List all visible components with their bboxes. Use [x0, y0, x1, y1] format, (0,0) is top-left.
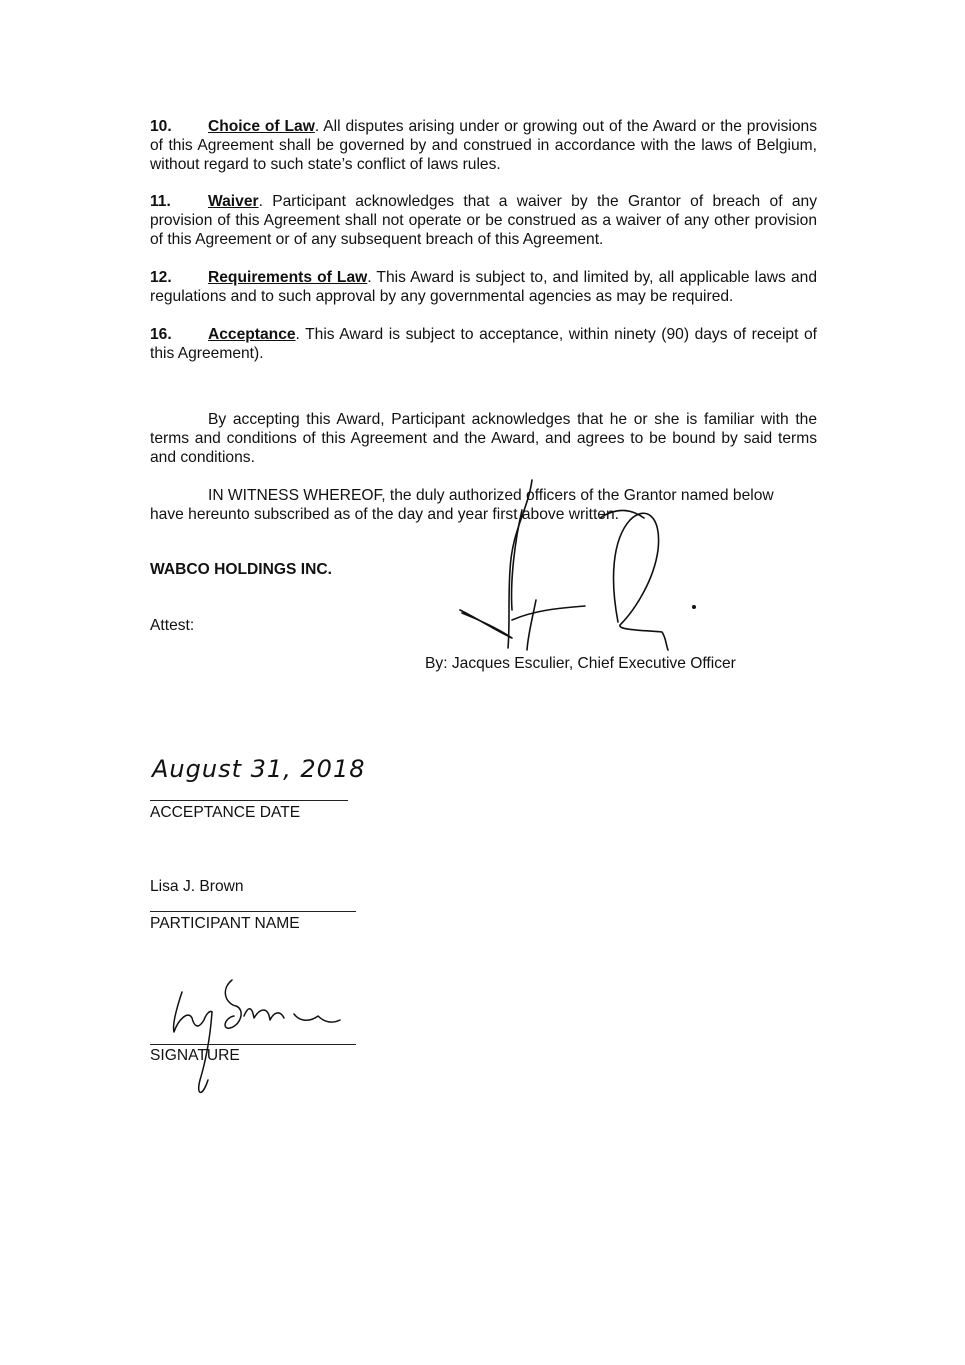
participant-name-line: [150, 911, 356, 912]
section-text: . This Award is subject to acceptance, within ninety (90) days of receipt of this Agreement).: [150, 326, 817, 362]
section-text: . Participant acknowledges that a waiver by the Grantor of breach of any provision of this Agreement shall not operate or be construed as a waiver of any other provision of this Agreement or of any subsequent breach of this Agreement.: [150, 193, 817, 248]
section-10: [150, 117, 817, 174]
acceptance-date-line: [150, 800, 348, 801]
section-16: [150, 325, 817, 363]
section-text: . This Award is subject to, and limited by, all applicable laws and regulations and to such approval by any governmental agencies as may be required.: [150, 269, 817, 305]
acceptance-date-label: ACCEPTANCE DATE: [150, 804, 301, 821]
section-number: 16.: [150, 326, 172, 343]
section-number: 10.: [150, 118, 172, 135]
signature-label: SIGNATURE: [150, 1047, 240, 1064]
section-12: [150, 268, 817, 306]
section-11: [150, 192, 817, 249]
section-heading: Acceptance: [208, 326, 296, 343]
acceptance-date-handwritten: August 31, 2018: [152, 755, 366, 783]
witness-paragraph: IN WITNESS WHEREOF, the duly authorized officers of the Grantor named below have hereunto subscribed as of the day and year first above written.: [150, 487, 774, 523]
ceo-signature: [440, 470, 720, 660]
section-number: 12.: [150, 269, 172, 286]
section-heading: Choice of Law: [208, 118, 315, 135]
acceptance-paragraph: By accepting this Award, Participant acknowledges that he or she is familiar with the terms and conditions of this Agreement and the Award, and agrees to be bound by said terms and conditions.: [150, 411, 817, 466]
participant-name: Lisa J. Brown: [150, 878, 244, 895]
section-number: 11.: [150, 193, 171, 210]
section-heading: Waiver: [208, 193, 259, 210]
company-name: WABCO HOLDINGS INC.: [150, 561, 332, 578]
section-text: . All disputes arising under or growing out of the Award or the provisions of this Agreement shall be governed by and construed in accordance with the laws of Belgium, without regard to such state’s conflict of laws rules.: [150, 118, 817, 173]
participant-name-label: PARTICIPANT NAME: [150, 915, 300, 932]
signature-line: [150, 1044, 356, 1045]
attest-label: Attest:: [150, 617, 195, 634]
signatory-line: By: Jacques Esculier, Chief Executive Officer: [425, 655, 736, 672]
participant-signature: [160, 970, 360, 1100]
section-heading: Requirements of Law: [208, 269, 368, 286]
